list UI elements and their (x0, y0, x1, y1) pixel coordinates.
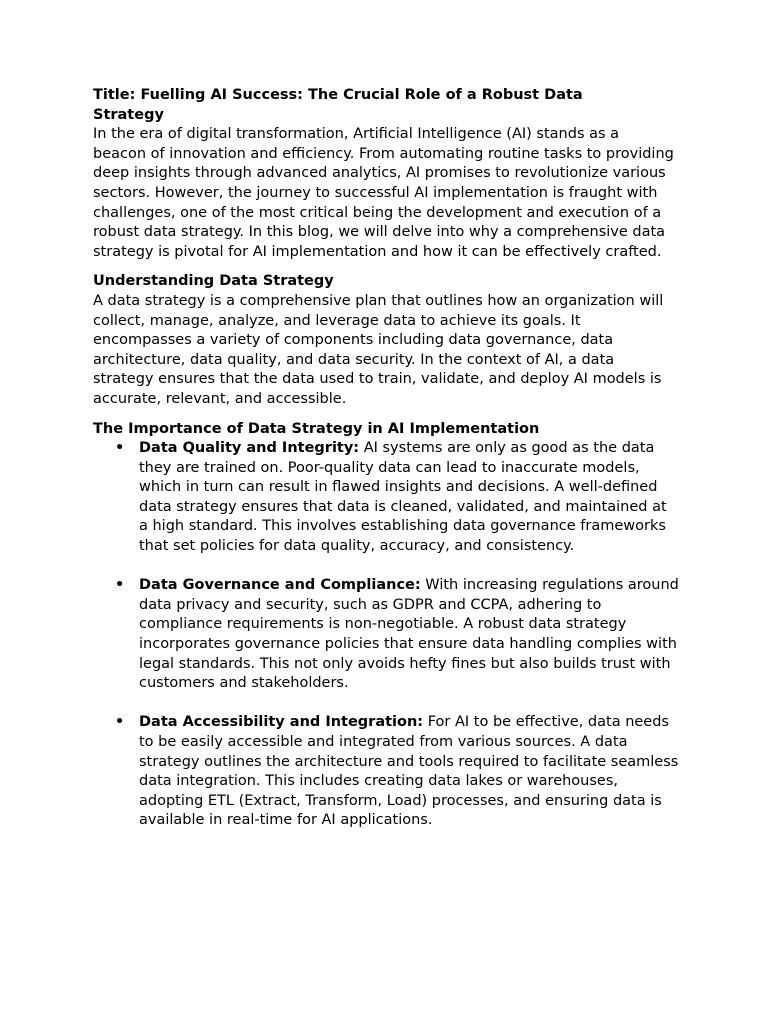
bullet-lead-text: Data Governance and Compliance: (139, 577, 421, 594)
document-title: Title: Fuelling AI Success: The Crucial Role of a Robust Data Strategy (93, 87, 583, 123)
bullet-lead-text: Data Accessibility and Integration: (139, 714, 424, 731)
bullet-body-text: For AI to be effective, data needs to be easily accessible and integrated from various sources. A data strategy outlines the architecture and tools required to facilitate seamless data integration. This includes creating data lakes or warehouses, adopting ETL (Extract, Transform, Load) processes, and ensuring data is available in real-time for AI applications. (139, 714, 679, 829)
intro-paragraph: In the era of digital transformation, Artificial Intelligence (AI) stands as a beacon of innovation and efficiency. From automating routine tasks to providing deep insights through advanced analytics, AI promises to revolutionize various sectors. However, the journey to successful AI implementation is fraught with challenges, one of the most critical being the development and execution of a robust data strategy. In this blog, we will delve into why a comprehensive data strategy is pivotal for AI implementation and how it can be effectively crafted. (93, 126, 674, 260)
bullet-item-data-accessibility (93, 713, 679, 831)
importance-bullet-list (93, 439, 693, 831)
bullet-body-text: With increasing regulations around data privacy and security, such as GDPR and CCPA, adhering to compliance requirements is non-negotiable. A robust data strategy incorporates governance policies that ensure data handling complies with legal standards. This not only avoids hefty fines but also builds trust with customers and stakeholders. (139, 577, 679, 692)
document-page (93, 86, 693, 851)
bullet-item-data-governance (93, 576, 679, 694)
bullet-item-data-quality (93, 439, 679, 557)
bullet-body-text: AI systems are only as good as the data they are trained on. Poor-quality data can lead to inaccurate models, which in turn can result in flawed insights and decisions. A well-defined data strategy ensures that data is cleaned, validated, and maintained at a high standard. This involves establishing data governance frameworks that set policies for data quality, accuracy, and consistency. (139, 440, 667, 555)
section-heading-understanding: Understanding Data Strategy (93, 273, 334, 290)
bullet-icon: • (115, 714, 125, 731)
bullet-icon: • (115, 440, 125, 457)
bullet-icon: • (115, 577, 125, 594)
understanding-paragraph: A data strategy is a comprehensive plan that outlines how an organization will collect, manage, analyze, and leverage data to achieve its goals. It encompasses a variety of components including data governance, data architecture, data quality, and data security. In the context of AI, a data strategy ensures that the data used to train, validate, and deploy AI models is accurate, relevant, and accessible. (93, 292, 664, 407)
section-heading-importance: The Importance of Data Strategy in AI Implementation (93, 420, 540, 437)
bullet-lead-text: Data Quality and Integrity: (139, 440, 360, 457)
